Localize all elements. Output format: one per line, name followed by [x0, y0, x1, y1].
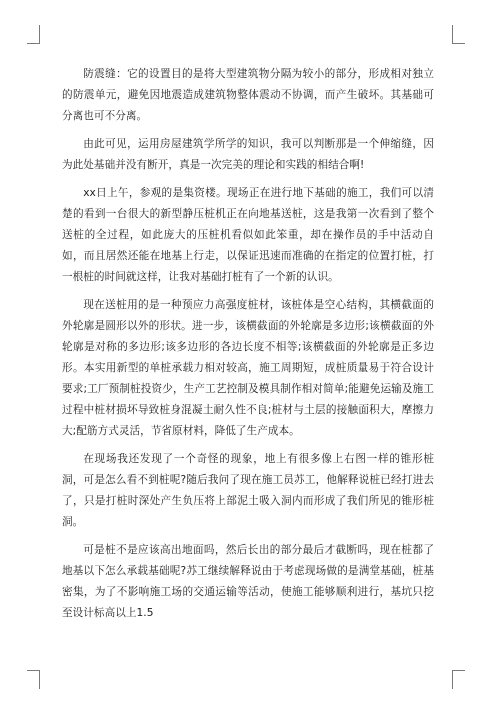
crop-mark-bottom-left: [27, 670, 40, 689]
paragraph-pile-holes: 在现场我还发现了一个奇怪的现象，地上有很多像上右图一样的锥形桩洞，可是怎么看不到桩呢?随后我问了现在施工员苏工，他解释说桩已经打进去了，只是打桩时深处产生负压将上部泥土吸入洞内而形成了我们所见的锥形桩洞。: [62, 452, 434, 529]
paragraph-expansion-joint: 由此可见，运用房屋建筑学所学的知识，我可以判断那是一个伸缩缝，因为此处基础并没有断开，真是一次完美的理论和实践的相结合啊!: [62, 137, 434, 171]
crop-mark-top-left: [27, 25, 40, 44]
paragraph-site-visit: xx日上午，参观的是集资楼。现场正在进行地下基础的施工，我们可以清楚的看到一台很大的新型静压桩机正在向地基送桩，这是我第一次看到了整个送桩的全过程，如此庞大的压桩机看似如此笨重，却在操作员的手中活动自如，而且居然还能在地基上行走，以保证迅速而准确的在指定的位置打桩，打一根桩的时间就这样，让我对基础打桩有了一个新的认识。: [62, 186, 434, 284]
paragraph-foundation: 可是桩不是应该高出地面吗，然后长出的部分最后才截断吗，现在桩都了地基以下怎么承载基础呢?苏工继续解释说由于考虑现场做的是满堂基础，桩基密集，为了不影响施工场的交通运输等活动，使施工能够顺利进行，基坑只挖至设计标高以上1.5: [62, 543, 434, 620]
crop-mark-top-right: [452, 25, 465, 44]
paragraph-pile-material: 现在送桩用的是一种预应力高强度桩材，该桩体是空心结构，其横截面的外轮廓是圆形以外的形状。进一步，该横截面的外轮廓是多边形;该横截面的外轮廓是对称的多边形;该多边形的各边长度不相等;该横截面的外轮廓是正多边形。本实用新型的单桩承载力相对较高，施工周期短，成桩质量易于符合设计要求;工厂预制桩投资少，生产工艺控制及模具制作相对简单;能避免运输及施工过程中桩材损坏导致桩身混凝土耐久性不良;桩材与土层的接触面积大，摩擦力大;配筋方式灵活，节省原材料，降低了生产成本。: [62, 298, 434, 438]
paragraph-seismic-joint: 防震缝：它的设置目的是将大型建筑物分隔为较小的部分，形成相对独立的防震单元，避免因地震造成建筑物整体震动不协调，而产生破坏。其基础可分离也可不分离。: [62, 68, 434, 123]
crop-mark-bottom-right: [452, 670, 465, 689]
document-body: [62, 64, 434, 624]
